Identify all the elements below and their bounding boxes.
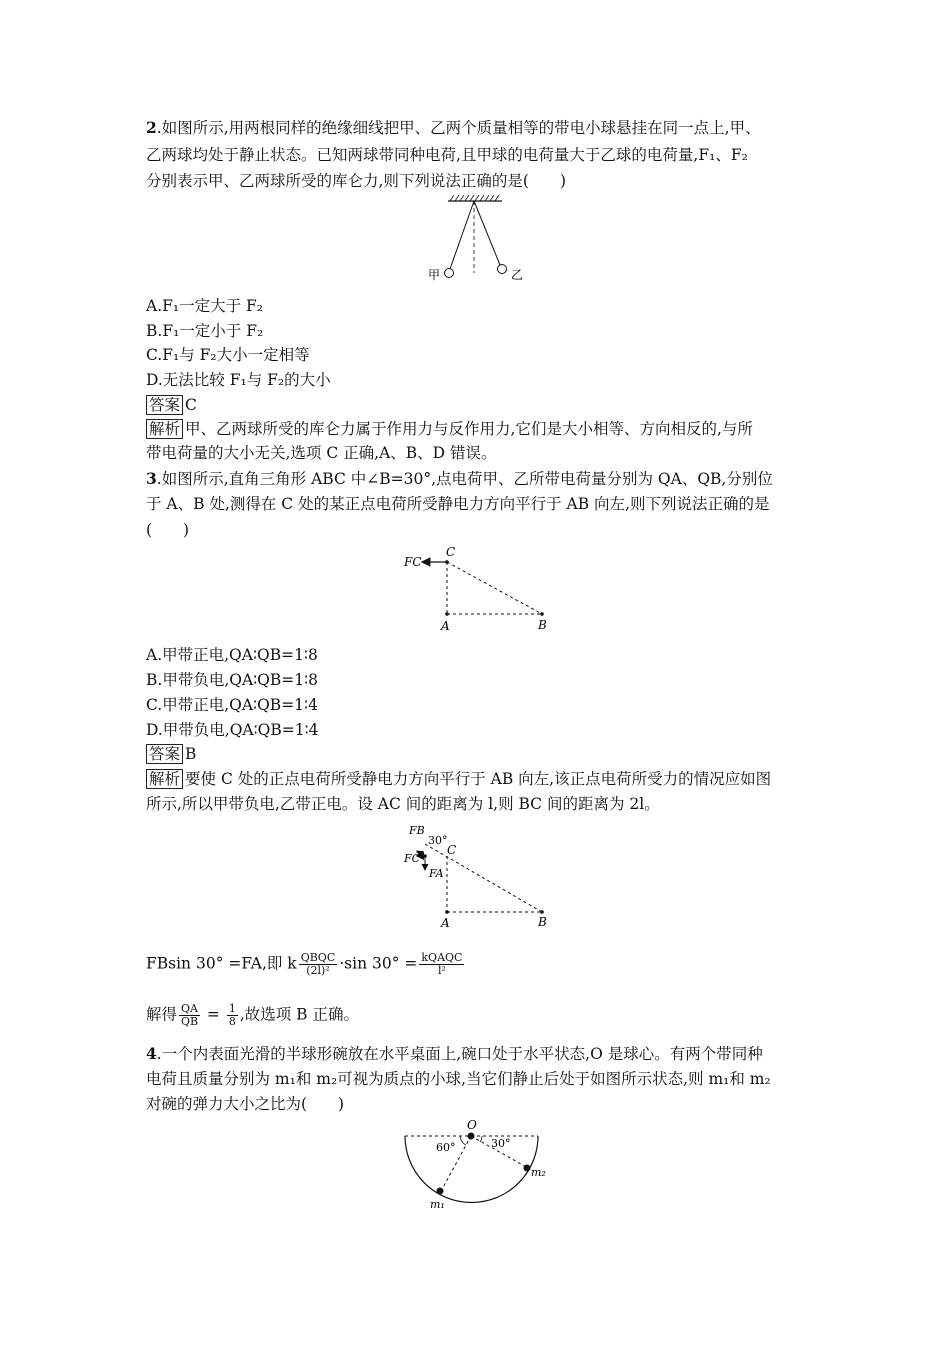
q3-fig1-c-label: C <box>446 545 456 559</box>
analysis-tag: 解析 <box>146 769 183 789</box>
q3-line-1: 3.如图所示,直角三角形 ABC 中∠B=30°,点电荷甲、乙所带电荷量分别为 QA、QB,分别位 <box>146 469 773 488</box>
q3-fig2-c-label: C <box>447 843 457 857</box>
answer-tag: 答案 <box>146 744 183 764</box>
q3-eq1-fraction-2: $\frac{\text{kQAQC}}{\text{l²}}$ <box>421 951 463 977</box>
q4-number: 4 <box>146 1044 157 1063</box>
q3-eq2-fraction: $\frac{QA}{QB}$ <box>180 1002 199 1028</box>
q3-fig2-a-label: A <box>441 916 450 930</box>
q3-number: 3 <box>146 469 157 488</box>
q4-fig-o-label: O <box>467 1118 477 1132</box>
q3-line-3: ( ) <box>146 521 190 539</box>
q2-option-c: C.F₁与 F₂大小一定相等 <box>146 346 310 364</box>
q2-line-3: 分别表示甲、乙两球所受的库仑力,则下列说法正确的是( ) <box>146 172 567 190</box>
q3-eq2-fraction-2: $\frac{1}{8}$ <box>228 1002 236 1028</box>
q3-fig1-a-label: A <box>441 619 450 633</box>
q2-line-2: 乙两球均处于静止状态。已知两球带同种电荷,且甲球的电荷量大于乙球的电荷量,F₁、F₂ <box>146 146 748 164</box>
q2-line-1: 2.如图所示,用两根同样的绝缘细线把甲、乙两个质量相等的带电小球悬挂在同一点上,甲、 <box>146 118 761 137</box>
q3-fig2-fb-label: FB <box>409 824 425 837</box>
q3-answer: 答案 B <box>146 744 196 764</box>
q2-option-a: A.F₁一定大于 F₂ <box>146 297 263 315</box>
q2-option-b: B.F₁一定小于 F₂ <box>146 322 264 340</box>
q4-fig-m1-label: m₁ <box>430 1198 445 1211</box>
q4-line-3: 对碗的弹力大小之比为( ) <box>146 1095 345 1113</box>
q3-fig1-fc-label: FC <box>404 555 422 569</box>
analysis-tag: 解析 <box>146 419 183 439</box>
q3-option-a: A.甲带正电,QA∶QB=1∶8 <box>146 646 318 664</box>
q3-fig1-b-label: B <box>538 618 547 632</box>
q4-fig-m2-label: m₂ <box>531 1166 546 1179</box>
q3-fig2-fc-label: FC <box>404 852 421 865</box>
q2-analysis-line-2: 带电荷量的大小无关,选项 C 正确,A、B、D 错误。 <box>146 444 497 462</box>
q3-line-2: 于 A、B 处,测得在 C 处的某正点电荷所受静电力方向平行于 AB 向左,则下列说法正确的是 <box>146 495 770 513</box>
q2-fig-left-label: 甲 <box>428 268 441 282</box>
q2-number: 2 <box>146 118 157 137</box>
q3-equation-2: 解得 $\frac{QA}{QB}$ = $\frac{1}{8}$ ,故选项 B 正确。 <box>146 1002 359 1028</box>
q3-option-c: C.甲带正电,QA∶QB=1∶4 <box>146 696 318 714</box>
q2-analysis-line-1: 解析 甲、乙两球所受的库仑力属于作用力与反作用力,它们是大小相等、方向相反的,与所 <box>146 419 753 439</box>
q3-option-d: D.甲带负电,QA∶QB=1∶4 <box>146 721 319 739</box>
q3-eq1-fraction: $\frac{\text{QBQC}}{\text{(2l)²}}$ <box>300 951 336 977</box>
q2-answer: 答案 C <box>146 395 197 415</box>
q3-equation-1: FBsin 30° =FA,即 k $\frac{\text{QBQC}}{\text{(2l)²}}$ ·sin 30° = $\frac{\text{kQAQC}}{\text{l²}}$ <box>146 951 463 977</box>
q4-line-2: 电荷且质量分别为 m₁和 m₂可视为质点的小球,当它们静止后处于如图所示状态,则 m₁和 m₂ <box>146 1070 771 1088</box>
q3-fig2-fa-label: FA <box>429 867 444 880</box>
q2-option-d: D.无法比较 F₁与 F₂的大小 <box>146 371 331 389</box>
q3-option-b: B.甲带负电,QA∶QB=1∶8 <box>146 671 319 689</box>
q4-fig-angle2-label: 30° <box>491 1137 511 1150</box>
q3-figure-1 <box>395 542 560 634</box>
q3-analysis-line-1: 解析 要使 C 处的正点电荷所受静电力方向平行于 AB 向左,该正点电荷所受力的情况应如图 <box>146 769 771 789</box>
answer-tag: 答案 <box>146 395 183 415</box>
q4-fig-angle1-label: 60° <box>436 1141 456 1154</box>
q2-figure <box>420 195 540 290</box>
q3-figure-2 <box>395 820 560 930</box>
q4-line-1: 4.一个内表面光滑的半球形碗放在水平桌面上,碗口处于水平状态,O 是球心。有两个带同种 <box>146 1044 763 1063</box>
q3-fig2-angle-label: 30° <box>428 834 448 847</box>
q4-figure <box>398 1118 548 1213</box>
q2-fig-right-label: 乙 <box>511 268 524 282</box>
q3-analysis-line-2: 所示,所以甲带负电,乙带正电。设 AC 间的距离为 l,则 BC 间的距离为 2l。 <box>146 795 660 813</box>
q3-fig2-b-label: B <box>538 915 547 929</box>
